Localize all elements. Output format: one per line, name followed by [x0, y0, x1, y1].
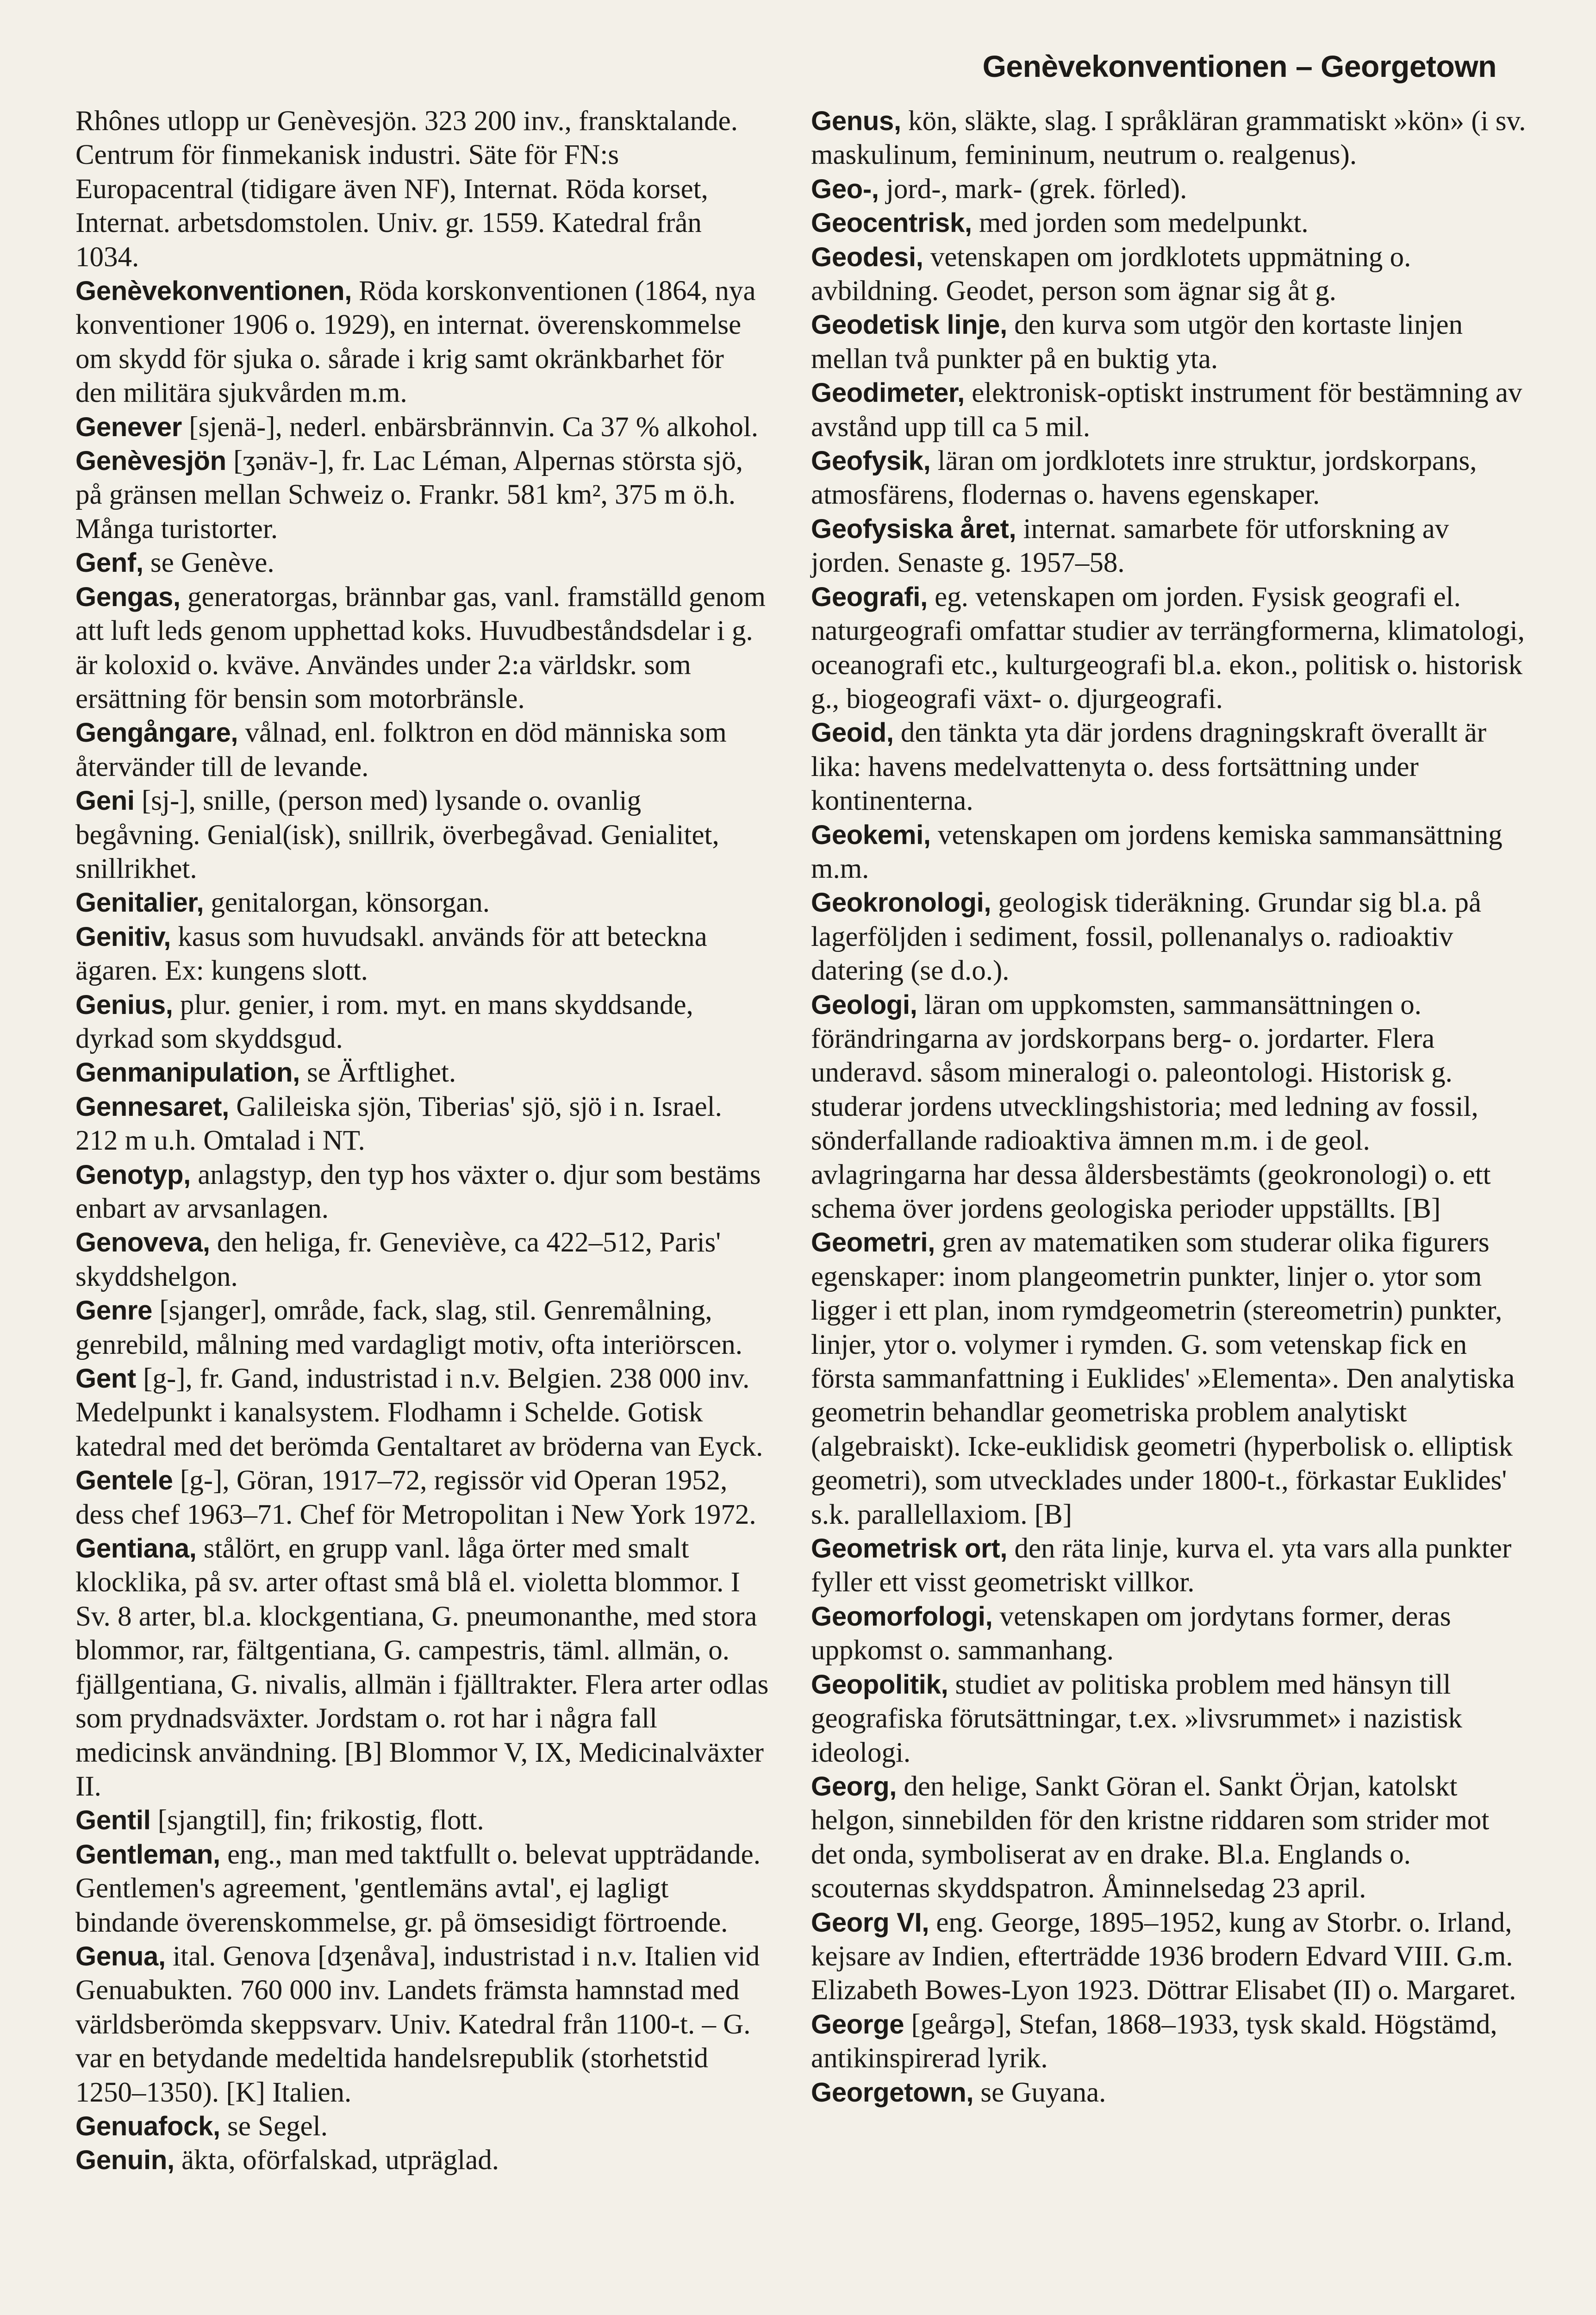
dictionary-entry	[75, 104, 770, 274]
entry-definition: kasus som huvudsakl. används för att beteckna ägaren. Ex: kungens slott.	[75, 921, 707, 987]
entry-definition: [g-], fr. Gand, industristad i n.v. Belgien. 238 000 inv. Medelpunkt i kanalsystem. Flodhamn i Schelde. Gotisk katedral med det berömda Gentaltaret av bröderna van Eyck.	[75, 1363, 763, 1462]
entry-definition: [geårgə], Stefan, 1868–1933, tysk skald. Högstämd, antikinspirerad lyrik.	[811, 2008, 1497, 2074]
entry-definition: läran om uppkomsten, sammansättningen o. förändringarna av jordskorpans berg- o. jordarter. Flera underavd. såsom mineralogi o. paleontologi. Historisk g. studerar jordens utvecklingshistoria; med ledning av fossil, sönderfallande radioaktiva ämnen m.m. i de geol. avlagringarna har dessa åldersbestämts (geokronologi) o. ett schema över jordens geologiska perioder uppställts. [B]	[811, 989, 1491, 1224]
left-column	[75, 104, 770, 2177]
dictionary-entry	[75, 2109, 770, 2143]
entry-definition: vetenskapen om jordklotets uppmätning o. avbildning. Geodet, person som ägnar sig åt g.	[811, 241, 1411, 307]
entry-headword: Geometri,	[811, 1227, 935, 1258]
entry-headword: Geokemi,	[811, 820, 931, 850]
entry-headword: Genf,	[75, 548, 143, 578]
entry-definition: Galileiska sjön, Tiberias' sjö, sjö i n. Israel. 212 m u.h. Omtalad i NT.	[75, 1091, 722, 1157]
entry-headword: Geodetisk linje,	[811, 310, 1007, 340]
entry-definition: gren av matematiken som studerar olika figurers egenskaper: inom plangeometrin punkter, linjer o. ytor som ligger i ett plan, inom rymdgeometrin (stereometrin) punkter, linjer, ytor o. volymer i rymden. G. som vetenskap fick en första sammanfattning i Euklides' »Elementa». Den analytiska geometrin behandlar geometriska problem analytiskt (algebraiskt). Icke-euklidisk geometri (hyperbolisk o. elliptisk geometri), som utvecklades under 1800-t., förkastar Euklides' s.k. parallellaxiom. [B]	[811, 1227, 1515, 1530]
dictionary-entry	[811, 512, 1526, 580]
dictionary-entry	[75, 1838, 770, 1940]
dictionary-entry	[811, 1668, 1526, 1770]
entry-definition: generatorgas, brännbar gas, vanl. framställd genom att luft leds genom upphettad koks. Huvudbeståndsdelar i g. är koloxid o. kväve. Användes under 2:a världskr. som ersättning för bensin som motorbränsle.	[75, 581, 766, 714]
dictionary-entry	[811, 308, 1526, 376]
entry-headword: Geokronologi,	[811, 888, 991, 918]
entry-headword: Geodesi,	[811, 242, 923, 272]
entry-headword: Genmanipulation,	[75, 1057, 300, 1088]
entry-headword: Genuin,	[75, 2145, 175, 2176]
entry-definition: geologisk tideräkning. Grundar sig bl.a. på lagerföljden i sediment, fossil, pollenanalys o. radioaktiv datering (se d.o.).	[811, 887, 1482, 987]
entry-headword: Genitiv,	[75, 921, 171, 952]
entry-headword: Gent	[75, 1364, 136, 1394]
entry-definition: äkta, oförfalskad, utpräglad.	[181, 2145, 499, 2176]
entry-headword: Gentil	[75, 1805, 151, 1836]
dictionary-entry	[811, 240, 1526, 308]
entry-definition: den tänkta yta där jordens dragningskraft överallt är lika: havens medelvattenyta o. dess fortsättning under kontinenterna.	[811, 717, 1487, 817]
entry-headword: Gengångare,	[75, 718, 238, 748]
dictionary-entry	[811, 988, 1526, 1226]
entry-definition: [sj-], snille, (person med) lysande o. ovanlig begåvning. Genial(isk), snillrik, överbegåvad. Genialitet, snillrikhet.	[75, 785, 719, 884]
entry-definition: eng., man med taktfullt o. belevat uppträdande. Gentlemen's agreement, 'gentlemäns avtal', ej lagligt bindande överenskommelse, gr. på ömsesidigt förtroende.	[75, 1839, 761, 1938]
entry-definition: jord-, mark- (grek. förled).	[885, 173, 1187, 205]
entry-definition: vålnad, enl. folktron en död människa som återvänder till de levande.	[75, 717, 727, 782]
dictionary-entry	[811, 716, 1526, 818]
dictionary-entry	[75, 1464, 770, 1532]
dictionary-entry	[811, 2076, 1526, 2109]
entry-definition: vetenskapen om jordens kemiska sammansättning m.m.	[811, 819, 1502, 884]
dictionary-entry	[75, 716, 770, 784]
dictionary-entry	[75, 580, 770, 716]
entry-headword: Georg,	[811, 1771, 897, 1802]
page-header: Genèvekonventionen – Georgetown	[982, 49, 1496, 83]
entry-headword: Geofysiska året,	[811, 513, 1016, 544]
dictionary-entry	[75, 1362, 770, 1464]
entry-definition: [sjenä-], nederl. enbärsbrännvin. Ca 37 % alkohol.	[189, 411, 759, 443]
entry-definition: se Ärftlighet.	[307, 1057, 456, 1089]
entry-definition: läran om jordklotets inre struktur, jordskorpans, atmosfärens, flodernas o. havens egenskaper.	[811, 445, 1477, 511]
dictionary-entry	[811, 206, 1526, 240]
entry-definition: [sjanger], område, fack, slag, stil. Genremålning, genrebild, målning med vardagligt motiv, ofta interiörscen.	[75, 1295, 743, 1360]
entry-definition: elektronisk-optiskt instrument för bestämning av avstånd upp till ca 5 mil.	[811, 377, 1522, 443]
dictionary-entry	[75, 410, 770, 444]
dictionary-entry	[811, 2008, 1526, 2076]
dictionary-entry	[811, 1600, 1526, 1668]
entry-headword: Geofysik,	[811, 446, 931, 476]
entry-definition: den heliga, fr. Geneviève, ca 422–512, Paris' skyddshelgon.	[75, 1227, 721, 1292]
entry-headword: Georgetown,	[811, 2077, 974, 2108]
dictionary-entry	[811, 1226, 1526, 1532]
dictionary-entry	[75, 1056, 770, 1089]
entry-headword: Gengas,	[75, 582, 181, 612]
entry-headword: Genuafock,	[75, 2111, 220, 2141]
entry-headword: Genitalier,	[75, 888, 204, 918]
entry-definition: med jorden som medelpunkt.	[979, 207, 1309, 239]
entry-headword: Geometrisk ort,	[811, 1533, 1008, 1564]
dictionary-entry	[75, 1532, 770, 1803]
entry-headword: Geo-,	[811, 174, 879, 204]
dictionary-entry	[811, 376, 1526, 444]
entry-definition: eg. vetenskapen om jorden. Fysisk geografi el. naturgeografi omfattar studier av terrängformerna, klimatologi, oceanografi etc., kulturgeografi bl.a. ekon., politisk o. historisk g., biogeografi växt- o. djurgeografi.	[811, 581, 1525, 714]
entry-definition: plur. genier, i rom. myt. en mans skyddsande, dyrkad som skyddsgud.	[75, 989, 693, 1054]
entry-headword: Geomorfologi,	[811, 1601, 993, 1632]
entry-headword: George	[811, 2009, 904, 2040]
entry-definition: internat. samarbete för utforskning av jorden. Senaste g. 1957–58.	[811, 513, 1449, 579]
dictionary-entry	[75, 2143, 770, 2177]
entry-definition: stålört, en grupp vanl. låga örter med smalt klocklika, på sv. arter oftast små blå el. violetta blommor. I Sv. 8 arter, bl.a. klockgentiana, G. pneumonanthe, med stora blommor, rar, fältgentiana, G. campestris, täml. allmän, o. fjällgentiana, G. nivalis, allmän i fjälltrakter. Flera arter odlas som prydnadsväxter. Jordstam o. rot har i några fall medicinsk användning. [B] Blommor V, IX, Medicinalväxter II.	[75, 1533, 769, 1802]
dictionary-entry	[811, 172, 1526, 206]
entry-headword: Geodimeter,	[811, 378, 965, 408]
dictionary-entry	[811, 580, 1526, 716]
dictionary-entry	[75, 1803, 770, 1837]
dictionary-entry	[811, 444, 1526, 512]
entry-definition: [g-], Göran, 1917–72, regissör vid Operan 1952, dess chef 1963–71. Chef för Metropolitan i New York 1972.	[75, 1465, 756, 1530]
entry-headword: Genua,	[75, 1941, 166, 1971]
entry-headword: Gentiana,	[75, 1533, 197, 1564]
entry-headword: Gentleman,	[75, 1839, 220, 1870]
entry-definition: den räta linje, kurva el. yta vars alla punkter fyller ett visst geometriskt villkor.	[811, 1533, 1512, 1598]
entry-headword: Geocentrisk,	[811, 208, 972, 238]
entry-definition: den kurva som utgör den kortaste linjen mellan två punkter på en buktig yta.	[811, 309, 1463, 375]
entry-definition: se Segel.	[227, 2110, 328, 2142]
entry-definition: anlagstyp, den typ hos växter o. djur som bestäms enbart av arvsanlagen.	[75, 1159, 761, 1224]
dictionary-entry	[75, 274, 770, 410]
entry-headword: Geologi,	[811, 989, 917, 1020]
entry-definition: kön, släkte, slag. I språkläran grammatiskt »kön» (i sv. maskulinum, femininum, neutrum o. realgenus).	[811, 106, 1526, 171]
dictionary-entry	[811, 1906, 1526, 2008]
dictionary-entry	[75, 1294, 770, 1362]
entry-definition: ital. Genova [dʒenåva], industristad i n.v. Italien vid Genuabukten. 760 000 inv. Landets främsta hamnstad med världsberömda skeppsvarv. Univ. Katedral från 1100-t. – G. var en betydande medeltida handelsrepublik (storhetstid 1250–1350). [K] Italien.	[75, 1940, 760, 2108]
entry-definition: se Genève.	[150, 547, 274, 579]
entry-definition: studiet av politiska problem med hänsyn till geografiska förutsättningar, t.ex. »livsrummet» i nazistisk ideologi.	[811, 1669, 1463, 1768]
dictionary-entry	[75, 1090, 770, 1158]
dictionary-entry	[75, 1940, 770, 2109]
dictionary-entry	[75, 920, 770, 988]
entry-headword: Georg VI,	[811, 1907, 929, 1938]
dictionary-entry	[75, 784, 770, 886]
entry-definition: [sjangtil], fin; frikostig, flott.	[157, 1805, 484, 1836]
entry-definition: [ʒənäv-], fr. Lac Léman, Alpernas största sjö, på gränsen mellan Schweiz o. Frankr. 581 km², 375 m ö.h. Många turistorter.	[75, 445, 743, 544]
entry-headword: Genre	[75, 1295, 153, 1326]
entry-headword: Gentele	[75, 1465, 173, 1496]
entry-headword: Gennesaret,	[75, 1091, 229, 1122]
entry-headword: Genotyp,	[75, 1159, 191, 1190]
entry-headword: Genus,	[811, 106, 901, 136]
entry-definition: Rhônes utlopp ur Genèvesjön. 323 200 inv., fransktalande. Centrum för finmekanisk industri. Säte för FN:s Europacentral (tidigare även NF), Internat. Röda korset, Internat. arbetsdomstolen. Univ. gr. 1559. Katedral från 1034.	[75, 106, 738, 273]
dictionary-entry	[75, 1226, 770, 1294]
dictionary-entry	[811, 1770, 1526, 1906]
entry-headword: Geoid,	[811, 718, 894, 748]
entry-headword: Geni	[75, 786, 135, 816]
entry-definition: den helige, Sankt Göran el. Sankt Örjan, katolskt helgon, sinnebilden för den kristne riddaren som strider mot det onda, symboliserat av en drake. Bl.a. Englands o. scouternas skyddspatron. Åminnelsedag 23 april.	[811, 1771, 1490, 1904]
dictionary-entry	[75, 988, 770, 1056]
dictionary-entry	[75, 444, 770, 546]
entry-headword: Genoveva,	[75, 1227, 210, 1258]
entry-headword: Genèvesjön	[75, 446, 226, 476]
dictionary-entry	[811, 104, 1526, 172]
right-column	[811, 104, 1526, 2109]
entry-definition: eng. George, 1895–1952, kung av Storbr. o. Irland, kejsare av Indien, efterträdde 1936 brodern Edvard VIII. G.m. Elizabeth Bowes-Lyon 1923. Döttrar Elisabet (II) o. Margaret.	[811, 1907, 1516, 2006]
entry-headword: Genèvekonventionen,	[75, 276, 352, 307]
entry-headword: Geografi,	[811, 582, 928, 612]
entry-headword: Geopolitik,	[811, 1669, 948, 1700]
entry-definition: se Guyana.	[980, 2077, 1106, 2108]
entry-headword: Genius,	[75, 989, 173, 1020]
entry-headword: Genever	[75, 412, 182, 442]
entry-definition: genitalorgan, könsorgan.	[211, 887, 490, 919]
dictionary-entry	[75, 1158, 770, 1226]
dictionary-entry	[75, 546, 770, 580]
dictionary-entry	[811, 1532, 1526, 1600]
entry-definition: Röda korskonventionen (1864, nya konventioner 1906 o. 1929), en internat. överenskommelse om skydd för sjuka o. sårade i krig samt okränkbarhet för den militära sjukvården m.m.	[75, 275, 756, 409]
entry-definition: vetenskapen om jordytans former, deras uppkomst o. sammanhang.	[811, 1601, 1451, 1666]
dictionary-entry	[811, 886, 1526, 988]
dictionary-entry	[75, 886, 770, 920]
dictionary-entry	[811, 818, 1526, 886]
